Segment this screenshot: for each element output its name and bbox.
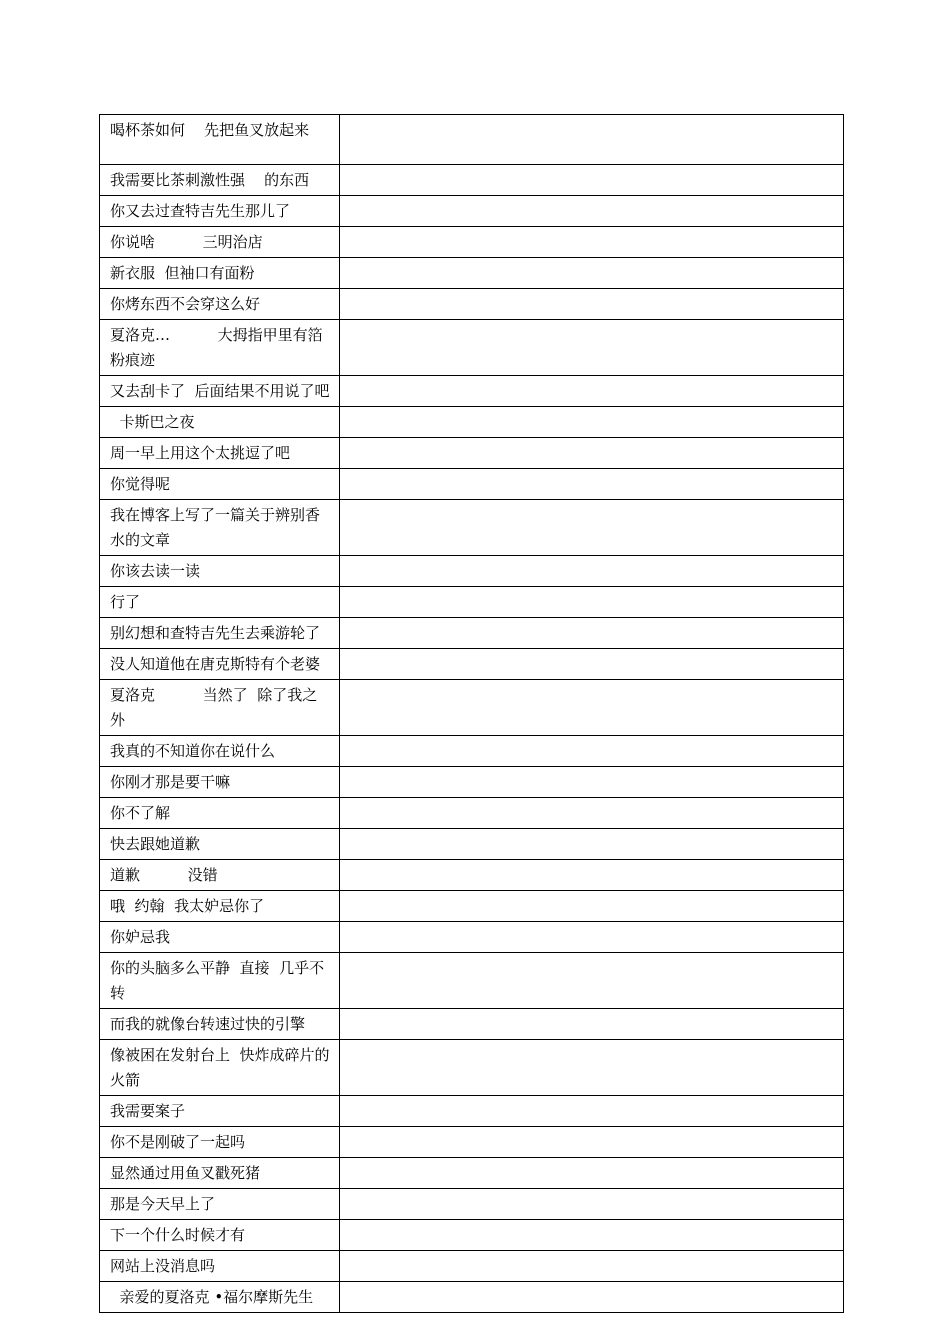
translation-cell bbox=[340, 736, 844, 767]
table-row bbox=[100, 438, 844, 469]
subtitle-line: 没人知道他在唐克斯特有个老婆 bbox=[100, 649, 340, 680]
table-row bbox=[100, 1282, 844, 1313]
table-row bbox=[100, 1189, 844, 1220]
subtitle-line: 你妒忌我 bbox=[100, 922, 340, 953]
table-row bbox=[100, 1220, 844, 1251]
table-row bbox=[100, 767, 844, 798]
subtitle-line: 哦 约翰 我太妒忌你了 bbox=[100, 891, 340, 922]
table-row bbox=[100, 227, 844, 258]
translation-cell bbox=[340, 1220, 844, 1251]
translation-cell bbox=[340, 618, 844, 649]
subtitle-line: 周一早上用这个太挑逗了吧 bbox=[100, 438, 340, 469]
translation-cell bbox=[340, 556, 844, 587]
translation-cell bbox=[340, 438, 844, 469]
translation-cell bbox=[340, 798, 844, 829]
table-row bbox=[100, 289, 844, 320]
translation-cell bbox=[340, 1127, 844, 1158]
subtitle-line: 我需要比茶刺激性强 的东西 bbox=[100, 165, 340, 196]
subtitle-table-body bbox=[100, 115, 844, 1313]
subtitle-line: 像被困在发射台上 快炸成碎片的火箭 bbox=[100, 1040, 340, 1096]
table-row bbox=[100, 165, 844, 196]
table-row bbox=[100, 891, 844, 922]
subtitle-line: 网站上没消息吗 bbox=[100, 1251, 340, 1282]
translation-cell bbox=[340, 1189, 844, 1220]
subtitle-line: 你说啥 三明治店 bbox=[100, 227, 340, 258]
subtitle-line: 道歉 没错 bbox=[100, 860, 340, 891]
subtitle-line: 你不了解 bbox=[100, 798, 340, 829]
table-row bbox=[100, 587, 844, 618]
table-row bbox=[100, 680, 844, 736]
translation-cell bbox=[340, 767, 844, 798]
translation-cell bbox=[340, 258, 844, 289]
translation-cell bbox=[340, 1251, 844, 1282]
translation-cell bbox=[340, 376, 844, 407]
table-row bbox=[100, 115, 844, 165]
table-row bbox=[100, 469, 844, 500]
subtitle-line: 我在博客上写了一篇关于辨别香水的文章 bbox=[100, 500, 340, 556]
subtitle-line: 你该去读一读 bbox=[100, 556, 340, 587]
translation-cell bbox=[340, 587, 844, 618]
subtitle-line: 下一个什么时候才有 bbox=[100, 1220, 340, 1251]
translation-cell bbox=[340, 680, 844, 736]
table-row bbox=[100, 1158, 844, 1189]
subtitle-line: 喝杯茶如何 先把鱼叉放起来 bbox=[100, 115, 340, 165]
translation-cell bbox=[340, 227, 844, 258]
translation-cell bbox=[340, 1096, 844, 1127]
translation-cell bbox=[340, 953, 844, 1009]
subtitle-line: 行了 bbox=[100, 587, 340, 618]
table-row bbox=[100, 649, 844, 680]
subtitle-line: 卡斯巴之夜 bbox=[100, 407, 340, 438]
subtitle-line: 你刚才那是要干嘛 bbox=[100, 767, 340, 798]
subtitle-line: 夏洛克 当然了 除了我之外 bbox=[100, 680, 340, 736]
table-row bbox=[100, 407, 844, 438]
subtitle-table bbox=[99, 114, 844, 1313]
subtitle-line: 夏洛克… 大拇指甲里有箔粉痕迹 bbox=[100, 320, 340, 376]
translation-cell bbox=[340, 165, 844, 196]
translation-cell bbox=[340, 289, 844, 320]
subtitle-line: 你的头脑多么平静 直接 几乎不转 bbox=[100, 953, 340, 1009]
table-row bbox=[100, 1096, 844, 1127]
table-row bbox=[100, 736, 844, 767]
subtitle-line: 你烤东西不会穿这么好 bbox=[100, 289, 340, 320]
table-row bbox=[100, 829, 844, 860]
translation-cell bbox=[340, 1009, 844, 1040]
table-row bbox=[100, 798, 844, 829]
translation-cell bbox=[340, 500, 844, 556]
subtitle-line: 显然通过用鱼叉戳死猪 bbox=[100, 1158, 340, 1189]
translation-cell bbox=[340, 1040, 844, 1096]
table-row bbox=[100, 258, 844, 289]
table-row bbox=[100, 556, 844, 587]
table-row bbox=[100, 860, 844, 891]
subtitle-line: 你觉得呢 bbox=[100, 469, 340, 500]
table-row bbox=[100, 376, 844, 407]
table-row bbox=[100, 1009, 844, 1040]
table-row bbox=[100, 953, 844, 1009]
subtitle-line: 而我的就像台转速过快的引擎 bbox=[100, 1009, 340, 1040]
table-row bbox=[100, 1040, 844, 1096]
table-row bbox=[100, 618, 844, 649]
translation-cell bbox=[340, 115, 844, 165]
translation-cell bbox=[340, 1158, 844, 1189]
translation-cell bbox=[340, 829, 844, 860]
translation-cell bbox=[340, 649, 844, 680]
subtitle-line: 亲爱的夏洛克 •福尔摩斯先生 bbox=[100, 1282, 340, 1313]
translation-cell bbox=[340, 407, 844, 438]
translation-cell bbox=[340, 891, 844, 922]
subtitle-line: 又去刮卡了 后面结果不用说了吧 bbox=[100, 376, 340, 407]
table-row bbox=[100, 1127, 844, 1158]
subtitle-line: 新衣服 但袖口有面粉 bbox=[100, 258, 340, 289]
subtitle-line: 别幻想和查特吉先生去乘游轮了 bbox=[100, 618, 340, 649]
table-row bbox=[100, 320, 844, 376]
translation-cell bbox=[340, 469, 844, 500]
subtitle-line: 我真的不知道你在说什么 bbox=[100, 736, 340, 767]
translation-cell bbox=[340, 196, 844, 227]
translation-cell bbox=[340, 1282, 844, 1313]
subtitle-line: 那是今天早上了 bbox=[100, 1189, 340, 1220]
translation-cell bbox=[340, 860, 844, 891]
table-row bbox=[100, 922, 844, 953]
subtitle-line: 我需要案子 bbox=[100, 1096, 340, 1127]
subtitle-line: 你不是刚破了一起吗 bbox=[100, 1127, 340, 1158]
table-row bbox=[100, 500, 844, 556]
subtitle-line: 快去跟她道歉 bbox=[100, 829, 340, 860]
subtitle-line: 你又去过查特吉先生那儿了 bbox=[100, 196, 340, 227]
translation-cell bbox=[340, 320, 844, 376]
table-row bbox=[100, 196, 844, 227]
table-row bbox=[100, 1251, 844, 1282]
translation-cell bbox=[340, 922, 844, 953]
